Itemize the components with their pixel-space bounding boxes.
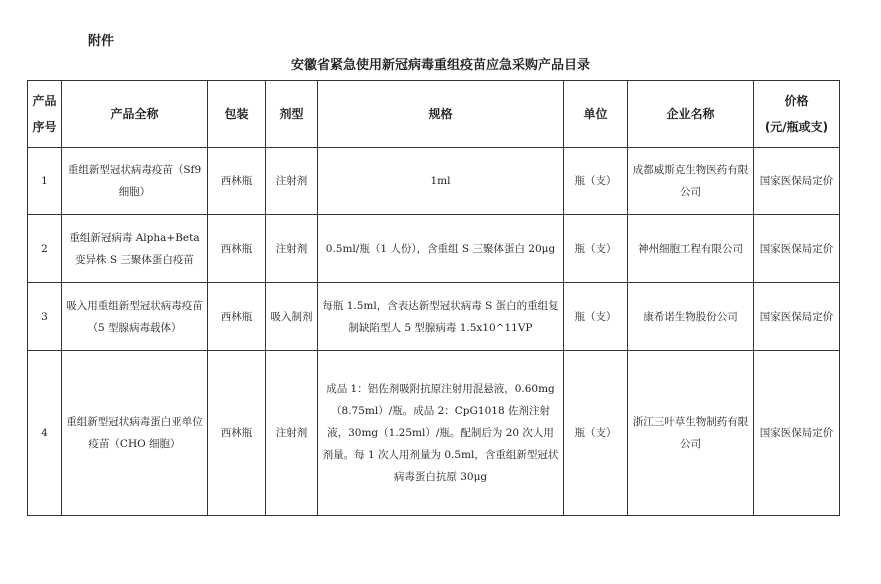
- cell-form: 注射剂: [266, 351, 318, 516]
- table-row: [28, 351, 840, 516]
- cell-no: 2: [28, 215, 62, 283]
- header-company: 企业名称: [628, 81, 754, 148]
- document-title: 安徽省紧急使用新冠病毒重组疫苗应急采购产品目录: [290, 58, 590, 73]
- cell-package: 西林瓶: [208, 148, 266, 215]
- cell-form: 吸入制剂: [266, 283, 318, 351]
- cell-package: 西林瓶: [208, 283, 266, 351]
- cell-unit: 瓶（支）: [564, 148, 628, 215]
- header-price-line2: (元/瓶或支): [764, 120, 829, 134]
- header-product-no-line1: 产品: [32, 94, 57, 108]
- cell-no: 4: [28, 351, 62, 516]
- cell-no: 1: [28, 148, 62, 215]
- cell-price: 国家医保局定价: [754, 215, 840, 283]
- cell-name: 重组新冠病毒 Alpha+Beta 变异株 S 三聚体蛋白疫苗: [62, 215, 208, 283]
- table-header-row: [28, 81, 840, 148]
- attachment-label: 附件: [88, 34, 115, 49]
- cell-spec: 1ml: [318, 148, 564, 215]
- header-product-no-line2: 序号: [32, 120, 57, 134]
- cell-spec: 0.5ml/瓶（1 人份），含重组 S 三聚体蛋白 20μg: [318, 215, 564, 283]
- cell-spec: 成品 1：铝佐剂吸附抗原注射用混悬液，0.60mg（8.75ml）/瓶。成品 2：CpG1018 佐剂注射液，30mg（1.25ml）/瓶。配制后为 20 次人用剂量。每 1 次人用剂量为 0.5ml，含重组新型冠状病毒蛋白抗原 30μg: [318, 351, 564, 516]
- cell-price: 国家医保局定价: [754, 283, 840, 351]
- cell-unit: 瓶（支）: [564, 215, 628, 283]
- header-unit: 单位: [564, 81, 628, 148]
- cell-name: 重组新型冠状病毒蛋白亚单位疫苗（CHO 细胞）: [62, 351, 208, 516]
- header-form: 剂型: [266, 81, 318, 148]
- cell-form: 注射剂: [266, 215, 318, 283]
- header-spec: 规格: [318, 81, 564, 148]
- table-row: [28, 283, 840, 351]
- cell-form: 注射剂: [266, 148, 318, 215]
- table-row: [28, 215, 840, 283]
- cell-package: 西林瓶: [208, 215, 266, 283]
- cell-company: 成都威斯克生物医药有限公司: [628, 148, 754, 215]
- cell-price: 国家医保局定价: [754, 351, 840, 516]
- cell-no: 3: [28, 283, 62, 351]
- cell-company: 神州细胞工程有限公司: [628, 215, 754, 283]
- cell-name: 吸入用重组新型冠状病毒疫苗（5 型腺病毒载体）: [62, 283, 208, 351]
- header-package: 包装: [208, 81, 266, 148]
- table-row: [28, 148, 840, 215]
- cell-package: 西林瓶: [208, 351, 266, 516]
- header-price-line1: 价格: [784, 94, 809, 108]
- cell-unit: 瓶（支）: [564, 351, 628, 516]
- cell-company: 浙江三叶草生物制药有限公司: [628, 351, 754, 516]
- header-product-name: 产品全称: [62, 81, 208, 148]
- cell-company: 康希诺生物股份公司: [628, 283, 754, 351]
- cell-name: 重组新型冠状病毒疫苗（Sf9细胞）: [62, 148, 208, 215]
- header-price: [754, 81, 840, 148]
- product-catalog-table: [27, 80, 840, 516]
- cell-spec: 每瓶 1.5ml，含表达新型冠状病毒 S 蛋白的重组复制缺陷型人 5 型腺病毒 1.5x10^11VP: [318, 283, 564, 351]
- cell-price: 国家医保局定价: [754, 148, 840, 215]
- header-product-no: [28, 81, 62, 148]
- cell-unit: 瓶（支）: [564, 283, 628, 351]
